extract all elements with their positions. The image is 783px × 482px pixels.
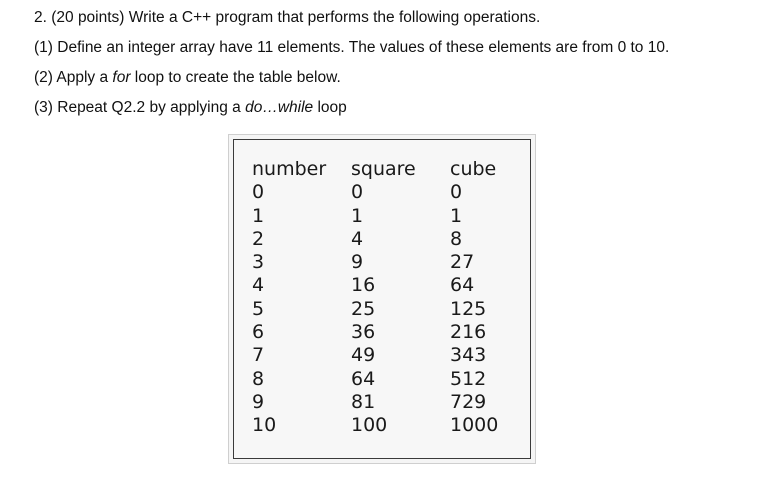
cell-square: 36 — [351, 321, 376, 344]
cell-square: 16 — [351, 274, 376, 297]
cell-square: 4 — [351, 227, 364, 250]
table-row — [252, 368, 510, 391]
table-row — [252, 274, 510, 297]
table-row — [252, 181, 510, 204]
table-row — [252, 414, 510, 437]
cell-number: 10 — [252, 414, 277, 437]
header-square: square — [351, 158, 416, 180]
cell-cube: 512 — [450, 367, 487, 390]
table-row — [252, 298, 510, 321]
output-table-box — [233, 139, 531, 459]
cell-number: 0 — [252, 181, 265, 204]
question-title: 2. (20 points) Write a C++ program that performs the following operations. — [34, 9, 541, 26]
cell-cube: 64 — [450, 274, 475, 297]
task-2-text — [34, 68, 774, 88]
cell-number: 8 — [252, 367, 265, 390]
task-3-keyword: do…while — [245, 99, 314, 116]
task-1-text: (1) Define an integer array have 11 elements. The values of these elements are from 0 to 10. — [34, 39, 670, 56]
cell-square: 1 — [351, 204, 364, 227]
output-image-frame — [228, 134, 536, 464]
table-row — [252, 228, 510, 251]
cell-cube: 1 — [450, 204, 463, 227]
task-2-suffix: loop to create the table below. — [130, 69, 341, 86]
cell-cube: 1000 — [450, 414, 499, 437]
cell-cube: 8 — [450, 227, 463, 250]
cell-number: 5 — [252, 297, 265, 320]
output-table — [252, 158, 510, 438]
cell-cube: 343 — [450, 344, 487, 367]
table-header-row — [252, 158, 510, 181]
cell-cube: 0 — [450, 181, 463, 204]
cell-cube: 729 — [450, 390, 487, 413]
table-row — [252, 251, 510, 274]
cell-square: 9 — [351, 251, 364, 274]
cell-square: 0 — [351, 181, 364, 204]
task-3-prefix: (3) Repeat Q2.2 by applying a — [34, 99, 246, 116]
cell-number: 9 — [252, 390, 265, 413]
cell-number: 6 — [252, 321, 265, 344]
cell-square: 81 — [351, 390, 376, 413]
cell-square: 49 — [351, 344, 376, 367]
table-row — [252, 321, 510, 344]
table-row — [252, 205, 510, 228]
cell-number: 3 — [252, 251, 265, 274]
cell-cube: 216 — [450, 321, 487, 344]
cell-square: 25 — [351, 297, 376, 320]
cell-cube: 125 — [450, 297, 487, 320]
header-cube: cube — [450, 158, 497, 180]
cell-square: 64 — [351, 367, 376, 390]
cell-number: 2 — [252, 227, 265, 250]
table-row — [252, 344, 510, 367]
cell-number: 1 — [252, 204, 265, 227]
task-2-keyword: for — [112, 69, 131, 86]
cell-square: 100 — [351, 414, 388, 437]
cell-number: 4 — [252, 274, 265, 297]
cell-cube: 27 — [450, 251, 475, 274]
task-3-suffix: loop — [313, 99, 347, 116]
task-2-prefix: (2) Apply a — [34, 69, 113, 86]
task-3-text — [34, 98, 774, 118]
cell-number: 7 — [252, 344, 265, 367]
table-row — [252, 391, 510, 414]
header-number: number — [252, 158, 327, 180]
question-text — [34, 8, 774, 128]
